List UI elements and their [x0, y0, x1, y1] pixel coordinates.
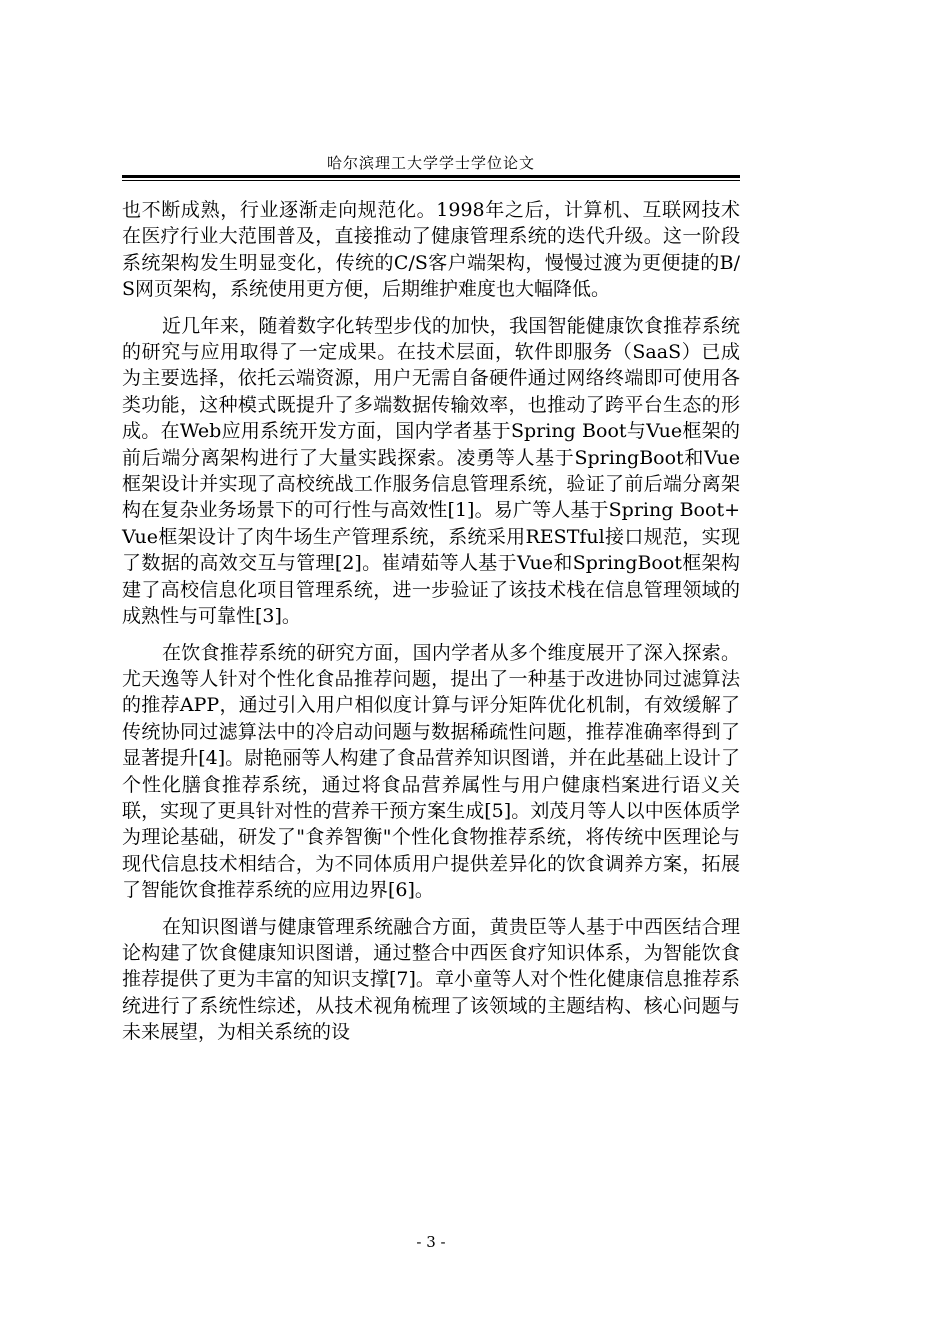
page-number: - 3 - [416, 1233, 446, 1251]
paragraph-4: 在知识图谱与健康管理系统融合方面，黄贵臣等人基于中西医结合理论构建了饮食健康知识图谱，通过整合中西医食疗知识体系，为智能饮食推荐提供了更为丰富的知识支撑[7]。章小童等人对个性化健康信息推荐系统进行了系统性综述，从技术视角梳理了该领域的主题结构、核心问题与未来展望，为相关系统的设 [122, 915, 740, 1044]
body-text [122, 197, 740, 1046]
paragraph-2: 近几年来，随着数字化转型步伐的加快，我国智能健康饮食推荐系统的研究与应用取得了一定成果。在技术层面，软件即服务（SaaS）已成为主要选择，依托云端资源，用户无需自备硬件通过网络终端即可使用各类功能，这种模式既提升了多端数据传输效率，也推动了跨平台生态的形成。在Web应用系统开发方面，国内学者基于Spring Boot与Vue框架的前后端分离架构进行了大量实践探索。凌勇等人基于SpringBoot和Vue框架设计并实现了高校统战工作服务信息管理系统，验证了前后端分离架构在复杂业务场景下的可行性与高效性[1]。易广等人基于Spring Boot+Vue框架设计了肉牛场生产管理系统，系统采用RESTful接口规范，实现了数据的高效交互与管理[2]。崔靖茹等人基于Vue和SpringBoot框架构建了高校信息化项目管理系统，进一步验证了该技术栈在信息管理领域的成熟性与可靠性[3]。 [122, 314, 740, 628]
paragraph-3: 在饮食推荐系统的研究方面，国内学者从多个维度展开了深入探索。尤天逸等人针对个性化食品推荐问题，提出了一种基于改进协同过滤算法的推荐APP，通过引入用户相似度计算与评分矩阵优化机制，有效缓解了传统协同过滤算法中的冷启动问题与数据稀疏性问题，推荐准确率得到了显著提升[4]。尉艳丽等人构建了食品营养知识图谱，并在此基础上设计了个性化膳食推荐系统，通过将食品营养属性与用户健康档案进行语义关联，实现了更具针对性的营养干预方案生成[5]。刘茂月等人以中医体质学为理论基础，研发了"食养智衡"个性化食物推荐系统，将传统中医理论与现代信息技术相结合，为不同体质用户提供差异化的饮食调养方案，拓展了智能饮食推荐系统的应用边界[6]。 [122, 641, 740, 902]
header-rule-thin [122, 180, 740, 181]
header-rule-thick [122, 175, 740, 178]
paragraph-1: 也不断成熟，行业逐渐走向规范化。1998年之后，计算机、互联网技术在医疗行业大范围普及，直接推动了健康管理系统的迭代升级。这一阶段系统架构发生明显变化，传统的C/S客户端架构，慢慢过渡为更便捷的B/S网页架构，系统使用更方便，后期维护难度也大幅降低。 [122, 199, 740, 301]
running-header: 哈尔滨理工大学学士学位论文 [326, 154, 535, 172]
